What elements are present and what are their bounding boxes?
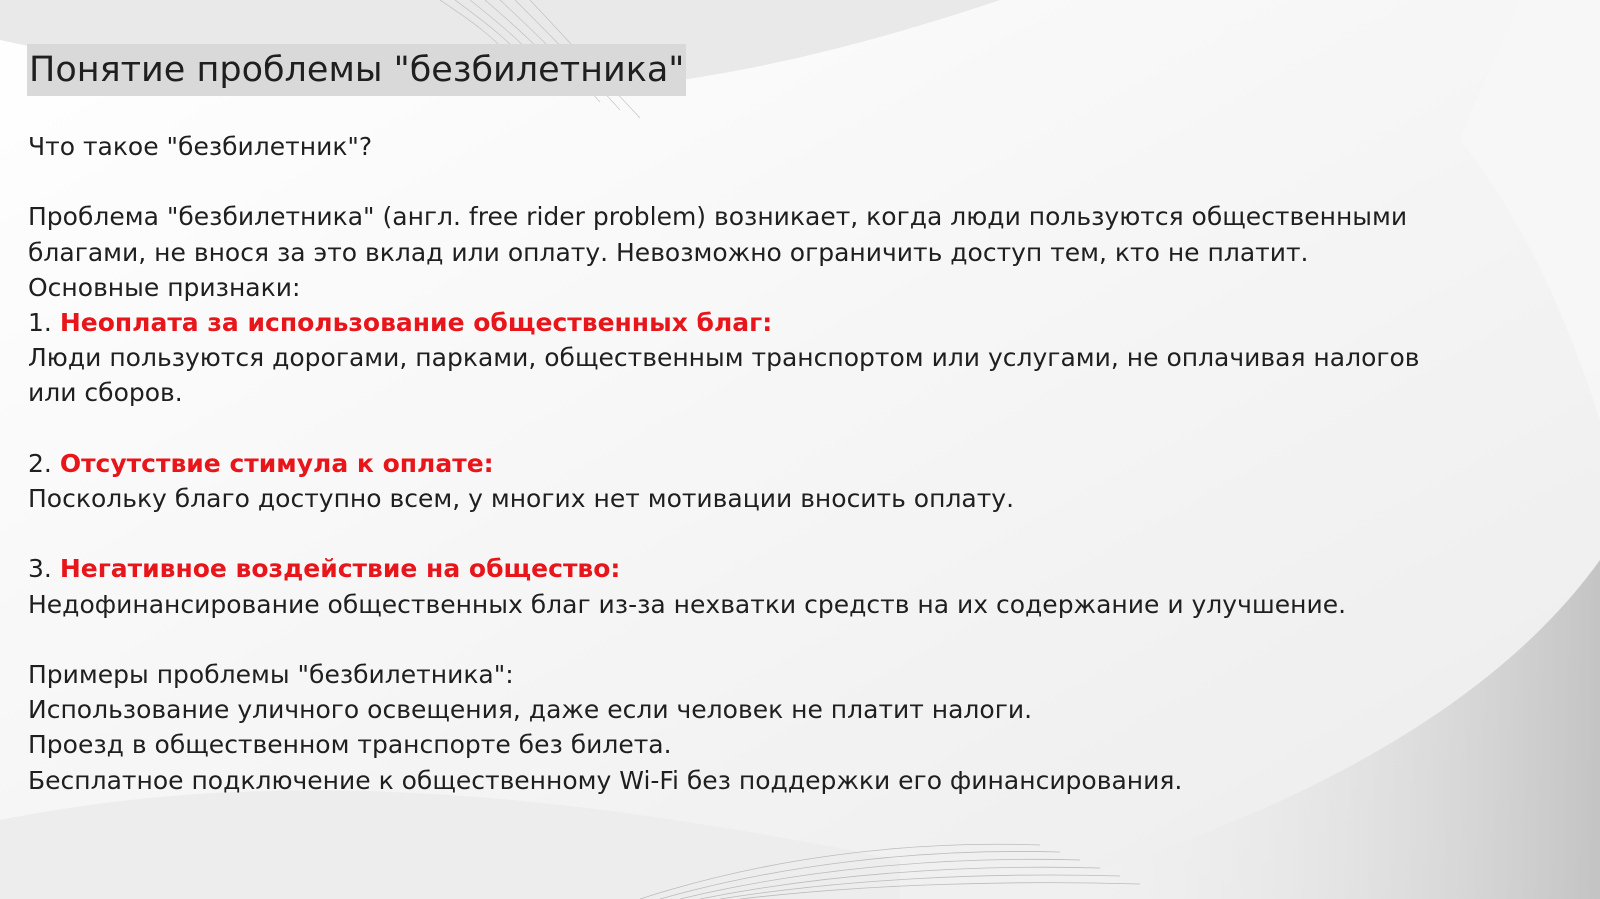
spacer — [28, 622, 1568, 657]
slide-title: Понятие проблемы "безбилетника" — [27, 44, 686, 96]
definition-line-2: благами, не внося за это вклад или оплату. Невозможно ограничить доступ тем, кто не платит. — [28, 237, 1309, 267]
sign-1-heading-line — [28, 305, 1568, 340]
question-line: Что такое "безбилетник"? — [28, 132, 373, 161]
sign-1-text-line-1: Люди пользуются дорогами, парками, общественным транспортом или услугами, не оплачивая налогов — [28, 343, 1420, 373]
slide-body — [28, 129, 1568, 798]
sign-2-text-line-1: Поскольку благо доступно всем, у многих нет мотивации вносить оплату. — [28, 484, 1015, 513]
definition-line-1: Проблема "безбилетника" (англ. free rider problem) возникает, когда люди пользуются общественными — [28, 202, 1408, 232]
sign-3-heading-line — [28, 551, 1568, 586]
spacer — [28, 411, 1568, 446]
example-item: Бесплатное подключение к общественному Wi-Fi без поддержки его финансирования. — [28, 765, 1183, 795]
sign-3-number: 3. — [28, 554, 60, 584]
sign-1-text-line-2: или сборов. — [28, 378, 183, 408]
example-item: Проезд в общественном транспорте без билета. — [28, 730, 672, 760]
sign-2-heading-line — [28, 446, 1568, 481]
sign-3-heading: Негативное воздействие на общество: — [59, 554, 621, 584]
sign-3-text-line-1: Недофинансирование общественных благ из-за нехватки средств на их содержание и улучшение. — [28, 589, 1347, 619]
sign-2-number: 2. — [28, 448, 60, 478]
sign-1-number: 1. — [28, 308, 60, 337]
examples-heading: Примеры проблемы "безбилетника": — [28, 659, 514, 689]
signs-heading: Основные признаки: — [28, 272, 301, 302]
sign-1-heading: Неоплата за использование общественных благ: — [59, 308, 773, 337]
sign-2-heading: Отсутствие стимула к оплате: — [59, 448, 494, 478]
example-item: Использование уличного освещения, даже если человек не платит налоги. — [28, 695, 1033, 725]
spacer — [28, 516, 1568, 551]
spacer — [28, 164, 1568, 199]
